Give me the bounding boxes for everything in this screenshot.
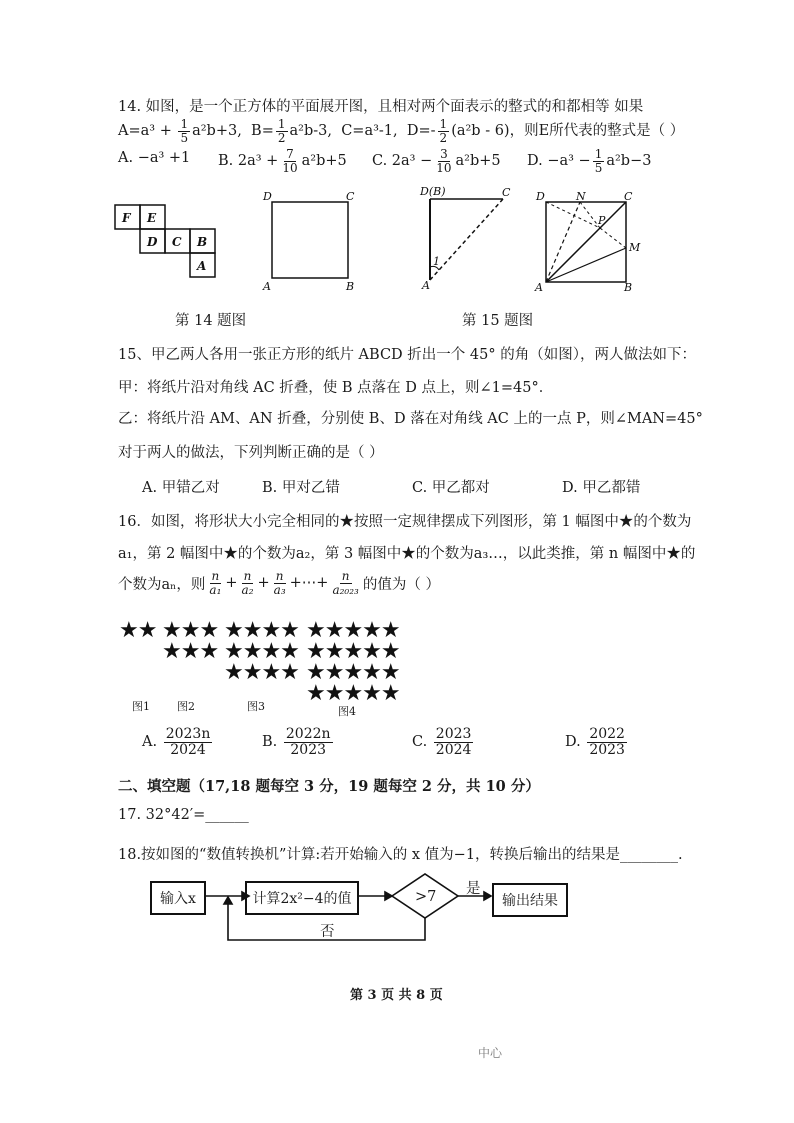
q15-line3: 乙：将纸片沿 AM、AN 折叠，分别使 B、D 落在对角线 AC 上的一点 P，则∠MAN=45° <box>118 411 703 427</box>
star-figure-2: ★★★ ★★★ <box>162 618 219 664</box>
star-figure-3: ★★★★ ★★★★ ★★★★ <box>224 618 299 685</box>
q17: 17. 32°42′=______ <box>118 807 249 823</box>
no-label: 否 <box>320 924 335 940</box>
cube-net-figure <box>110 200 220 280</box>
fraction: $\frac{1}{5}$ <box>180 117 189 145</box>
flow-output-box: 输出结果 <box>492 883 568 917</box>
figure-caption-15: 第 15 题图 <box>462 313 534 329</box>
vertex-label: C <box>624 190 633 203</box>
page-footer: 第 3 页 共 8 页 <box>350 988 443 1003</box>
fold-triangle-figure <box>418 185 518 295</box>
q15-option-b: B. 甲对乙错 <box>262 480 340 496</box>
fold-square-figure <box>532 188 644 296</box>
square <box>272 202 348 278</box>
fold-line <box>430 199 503 280</box>
vertex-label: C <box>502 186 511 199</box>
dashed-np <box>580 202 600 228</box>
q14-definitions: A=a³ + $\frac{1}{5}$ a²b+3, B= $\frac{1}{2}$ a²b-3, C=a³-1, D=- $\frac{1}{2}$ (a²b - 6)，则E所代表的整式是（ ） <box>118 117 685 145</box>
q14-option-c: C. 2a³ − $\frac{3}{10}$ a²b+5 <box>372 147 501 175</box>
square-abcd-figure <box>258 188 358 293</box>
star-figure-1: ★★ <box>119 618 157 643</box>
section-heading: 二、填空题（17,18 题每空 3 分，19 题每空 2 分，共 10 分） <box>118 778 540 795</box>
q15-option-c: C. 甲乙都对 <box>412 480 490 496</box>
vertex-label: M <box>629 241 641 254</box>
net-label: F <box>122 211 131 225</box>
diagonal-ac <box>546 202 626 282</box>
q15-line2: 甲：将纸片沿对角线 AC 折叠，使 B 点落在 D 点上，则∠1=45°． <box>118 380 554 396</box>
flow-calc-box: 计算2x²−4的值 <box>245 881 359 915</box>
figure-caption-14: 第 14 题图 <box>175 313 247 329</box>
fraction: $\frac{2022}{2023}$ <box>589 726 625 758</box>
vertex-label: A <box>535 281 543 294</box>
angle-label: 1 <box>433 255 440 268</box>
q16-option-d: D. $\frac{2022}{2023}$ <box>565 726 625 758</box>
q18-line: 18.按如图的“数值转换机”计算:若开始输入的 x 值为−1，转换后输出的结果是________. <box>118 847 683 863</box>
arrowhead <box>224 897 232 904</box>
flow-input-box: 输入x <box>150 881 206 915</box>
yes-label: 是 <box>466 881 481 897</box>
fraction: $\frac{1}{2}$ <box>277 117 286 145</box>
fraction: $\frac{7}{10}$ <box>282 147 298 175</box>
net-label: D <box>147 235 158 249</box>
q16-option-a: A. $\frac{2023n}{2024}$ <box>142 726 211 758</box>
q16-option-b: B. $\frac{2022n}{2023}$ <box>262 726 331 758</box>
fraction: $\frac{n}{\text{a₂}}$ <box>241 569 254 597</box>
q16-line3: 个数为aₙ，则 $\frac{n}{\text{a₁}}$ + $\frac{n}{\text{a₂}}$ + $\frac{n}{\text{a₃}}$ +⋯+ $\frac{n}{\text{a₂₀₂₃}}$ 的值为（ ） <box>118 569 440 597</box>
q14-option-a: A. −a³ +1 <box>118 150 191 166</box>
vertex-label: N <box>576 190 586 203</box>
net-label: E <box>147 211 157 225</box>
flowchart-lines <box>200 868 500 948</box>
q15-option-a: A. 甲错乙对 <box>142 480 220 496</box>
vertex-label: B <box>624 281 633 294</box>
arrowhead <box>242 892 249 900</box>
q16-option-c: C. $\frac{2023}{2024}$ <box>412 726 472 758</box>
dashed-dp <box>546 202 600 228</box>
scan-mark: 中心 <box>478 1046 503 1060</box>
q15-line4: 对于两人的做法，下列判断正确的是（ ） <box>118 445 384 461</box>
vertex-label: A <box>263 280 271 293</box>
q14-option-b: B. 2a³ + $\frac{7}{10}$ a²b+5 <box>218 147 347 175</box>
arrowhead <box>484 892 491 900</box>
fraction: $\frac{n}{\text{a₃}}$ <box>273 569 286 597</box>
fraction: $\frac{2023n}{2024}$ <box>165 726 211 758</box>
fraction: $\frac{1}{5}$ <box>594 147 603 175</box>
net-label: B <box>197 235 208 249</box>
q16-line2: a₁，第 2 幅图中★的个数为a₂，第 3 幅图中★的个数为a₃…，以此类推，第 n 幅图中★的 <box>118 546 696 562</box>
star-figure-4: ★★★★★ ★★★★★ ★★★★★ ★★★★★ <box>306 618 400 706</box>
net-label: A <box>197 259 207 273</box>
q14-option-d: D. −a³ − $\frac{1}{5}$ a²b−3 <box>527 147 652 175</box>
fraction: $\frac{3}{10}$ <box>436 147 452 175</box>
figure-label: 图2 <box>177 700 195 713</box>
vertex-label: D <box>536 190 545 203</box>
fraction: $\frac{n}{\text{a₂₀₂₃}}$ <box>332 569 359 597</box>
decision-label: >7 <box>415 889 437 905</box>
vertex-label: B <box>346 280 355 293</box>
vertex-label: P <box>598 214 606 227</box>
fraction: $\frac{2023}{2024}$ <box>435 726 472 758</box>
fraction: $\frac{2022n}{2023}$ <box>285 726 331 758</box>
figure-label: 图1 <box>132 700 150 713</box>
q15-option-d: D. 甲乙都错 <box>562 480 641 496</box>
vertex-label: D(B) <box>420 185 446 198</box>
fraction: $\frac{1}{2}$ <box>439 117 448 145</box>
fraction: $\frac{n}{\text{a₁}}$ <box>209 569 222 597</box>
figure-label: 图4 <box>338 705 356 718</box>
q14-line1: 14. 如图，是一个正方体的平面展开图，且相对两个面表示的整式的和都相等 如果 <box>118 99 644 115</box>
vertex-label: D <box>263 190 272 203</box>
vertex-label: C <box>346 190 355 203</box>
net-label: C <box>172 235 182 249</box>
vertex-label: A <box>422 279 430 292</box>
q15-line1: 15、甲乙两人各用一张正方形的纸片 ABCD 折出一个 45° 的角（如图），两人做法如下： <box>118 347 696 363</box>
figure-label: 图3 <box>247 700 265 713</box>
dashed-pm <box>600 228 626 248</box>
q16-line1: 16．如图，将形状大小完全相同的★按照一定规律摆成下列图形，第 1 幅图中★的个数为 <box>118 514 692 530</box>
